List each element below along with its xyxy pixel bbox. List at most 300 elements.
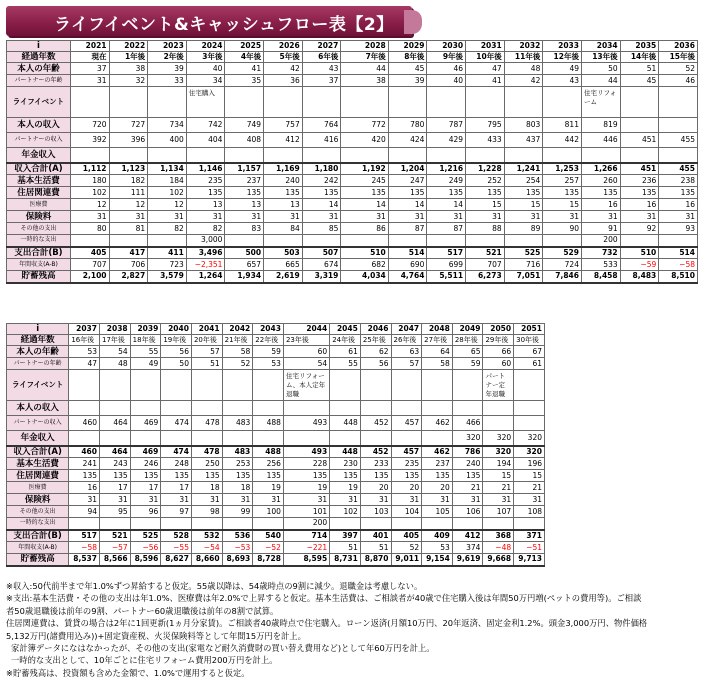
cell: 80 [70,223,109,235]
cell: 57 [391,358,422,370]
row-label: 年間収支(A-B) [7,542,69,554]
cell [391,401,422,416]
cell: 517 [69,530,100,542]
cell: −56 [130,542,161,554]
cell: 238 [659,175,698,187]
cell: 61 [330,346,361,358]
cell: 63 [391,346,422,358]
cell [427,235,466,247]
cell: 31 [422,494,453,506]
cell: 135 [360,470,391,482]
cell: 250 [191,458,222,470]
cell: 2049 [452,324,483,335]
cell: 242 [302,175,341,187]
footnote-line: 家計簿データになはなかったが、その他の支出(家電など耐久消費財の買い替え費用など)として年60万円を計上。 [11,643,435,654]
cell: 1,180 [302,163,341,175]
cell: 236 [620,175,659,187]
cell: 46 [427,63,466,75]
row-label: 年間収支(A-B) [7,259,71,271]
cell [330,401,361,416]
row-offsets [7,335,545,346]
row-partner-income [7,416,545,431]
cell: 1,266 [581,163,620,175]
cell [191,370,222,401]
cell: 31 [283,494,329,506]
cell [69,401,100,416]
cell [483,401,514,416]
cell: 6年後 [302,52,341,63]
cell: 41 [225,63,264,75]
cell [341,87,388,118]
cell: 1,216 [427,163,466,175]
row-income-total [7,446,545,458]
cell: 20 [422,482,453,494]
footnote-line: 5,132万円(諸費用込み))+固定資産税、火災保険料等として年間15万円を計上。 [6,630,306,641]
cell: 657 [225,259,264,271]
cell: 23年後 [283,335,329,346]
cell [225,235,264,247]
cell [422,431,453,446]
cell: 31 [341,211,388,223]
cell [109,235,148,247]
row-balance [7,259,698,271]
cell: 466 [452,416,483,431]
cell: 707 [466,259,505,271]
cell: 237 [225,175,264,187]
cell [452,518,483,530]
cell: 8,596 [130,554,161,566]
cell: 135 [264,187,303,199]
cell: 536 [222,530,253,542]
cell: 8,870 [360,554,391,566]
cell: 1,134 [148,163,187,175]
cell: 102 [148,187,187,199]
cell: 493 [283,446,329,458]
cell: 734 [148,118,187,133]
cell [466,87,505,118]
cell: 44 [341,63,388,75]
row-label: 医療費 [7,199,71,211]
cell: 235 [186,175,225,187]
cell: 135 [69,470,100,482]
row-label: 住居関連費 [7,470,69,482]
cell: 18 [191,482,222,494]
cell: 2045 [330,324,361,335]
cell: 452 [360,416,391,431]
cell: −48 [483,542,514,554]
cell: 437 [504,133,543,148]
cell: 42 [504,75,543,87]
cell: 9,713 [514,554,545,566]
cell: 8,458 [581,271,620,283]
cell: 46 [659,75,698,87]
cell: 2033 [543,41,582,52]
cell: 2,619 [264,271,303,283]
cell [225,87,264,118]
cell [581,148,620,163]
cell: 409 [422,530,453,542]
cell: 320 [514,431,545,446]
row-self-income [7,118,698,133]
cell: 412 [452,530,483,542]
cell: 135 [330,470,361,482]
cell: 31 [483,494,514,506]
cell: 469 [130,446,161,458]
cell: 85 [302,223,341,235]
cell [302,87,341,118]
row-label: 年金収入 [7,431,69,446]
cell: 699 [427,259,466,271]
cell: 690 [388,259,427,271]
cell: 2026 [264,41,303,52]
cell: 31 [504,211,543,223]
cell: 97 [161,506,192,518]
cell: 780 [388,118,427,133]
cell: 2年後 [148,52,187,63]
row-life-event [7,370,545,401]
cashflow-table-2021-2036 [6,40,698,284]
cell: 2023 [148,41,187,52]
row-label: パートナーの年齢 [7,75,71,87]
cell: 8,566 [100,554,131,566]
row-label: i [7,41,71,52]
cell: 32 [109,75,148,87]
row-label: 一時的な支出 [7,235,71,247]
cell: 1,112 [70,163,109,175]
cell: 135 [427,187,466,199]
cell: 320 [483,431,514,446]
cell: 714 [283,530,329,542]
cell: 8,537 [69,554,100,566]
cell: 803 [504,118,543,133]
cell [483,518,514,530]
cell: 90 [543,223,582,235]
cell: 1,169 [264,163,303,175]
cell: 101 [283,506,329,518]
cell: 5,511 [427,271,466,283]
cell: 31 [391,494,422,506]
cell: 83 [225,223,264,235]
row-label: ライフイベント [7,87,71,118]
cell: 55 [330,358,361,370]
cell [253,401,284,416]
row-expense-total [7,247,698,259]
cell: 503 [264,247,303,259]
cell: 24年後 [330,335,361,346]
cell: 16 [659,199,698,211]
cell [391,518,422,530]
cell: 31 [452,494,483,506]
row-one-time [7,235,698,247]
cell: 31 [70,211,109,223]
cell: 29年後 [483,335,514,346]
cell: 44 [581,75,620,87]
cell: 2043 [253,324,284,335]
cell: 98 [191,506,222,518]
cell: 1,241 [504,163,543,175]
cell: 106 [452,506,483,518]
cell: 51 [360,542,391,554]
cell: 91 [581,223,620,235]
cell [130,370,161,401]
cell: 3年後 [186,52,225,63]
cell: 706 [109,259,148,271]
cell: 417 [109,247,148,259]
footnote-line: ※貯蓄残高は、投資額も含めた金額で、1.0%で運用すると仮定。 [6,667,250,678]
cell [283,431,329,446]
cell: 448 [330,446,361,458]
cell: 16 [620,199,659,211]
footnote-line: ※収入:50代前半まで年1.0%ずつ昇給すると仮定。55歳以降は、54歳時点の9割に減少。退職金は考慮しない。 [6,581,423,591]
cell: 13 [186,199,225,211]
row-label: 経過年数 [7,335,69,346]
cell: 521 [100,530,131,542]
cell: 1,123 [109,163,148,175]
cell [130,518,161,530]
cell: 59 [253,346,284,358]
cell [161,518,192,530]
cell: −52 [253,542,284,554]
cell: 488 [253,446,284,458]
cell: 8,595 [283,554,329,566]
cell: 243 [100,458,131,470]
cell: 12 [148,199,187,211]
cell: 40 [427,75,466,87]
cell: 12年後 [543,52,582,63]
cell: 55 [130,346,161,358]
cell [100,431,131,446]
cell: 811 [543,118,582,133]
cell: 2022 [109,41,148,52]
cell: 61 [514,358,545,370]
cell: 528 [161,530,192,542]
row-other [7,506,545,518]
cell: 257 [543,175,582,187]
cell: 5年後 [264,52,303,63]
cell: 457 [391,416,422,431]
cell: 135 [225,187,264,199]
row-housing [7,470,545,482]
footnote-line: 者50歳退職後は前年の9割、パートナー60歳退職後は前年の8割で試算。 [6,605,279,616]
cell: 47 [69,358,100,370]
row-years [7,324,545,335]
cell: 15 [514,470,545,482]
cell: 35 [225,75,264,87]
cell: 31 [581,211,620,223]
cell: 135 [341,187,388,199]
cell: 240 [452,458,483,470]
cell: 707 [70,259,109,271]
cell: 457 [391,446,422,458]
cell: 30年後 [514,335,545,346]
cell: 89 [504,223,543,235]
cell [422,518,453,530]
cell: 1,264 [186,271,225,283]
row-label: 本人の収入 [7,118,71,133]
cell: 15 [504,199,543,211]
row-label: 年金収入 [7,148,71,163]
cell: 405 [70,247,109,259]
cell: 2032 [504,41,543,52]
cell: 510 [341,247,388,259]
cell [466,235,505,247]
cell: 135 [186,187,225,199]
cell: 786 [452,446,483,458]
cell: 135 [504,187,543,199]
cell: 464 [100,416,131,431]
row-label: 保険料 [7,494,69,506]
cell: 28年後 [452,335,483,346]
row-label: 保険料 [7,211,71,223]
cell: 34 [186,75,225,87]
cell: 483 [222,446,253,458]
footnote-line: 住居関連費は、賃貸の場合は2年に1回更新(1ヵ月分家賃)。ご相談者40歳時点で住宅購入。ローン返済(月額10万円、20年返済、固定金利1.2%。頭金3,000万円、物件価格 [6,618,648,629]
row-other [7,223,698,235]
cell: 416 [302,133,341,148]
cell: 200 [581,235,620,247]
cell: 2047 [391,324,422,335]
cell: −51 [514,542,545,554]
cell [130,431,161,446]
row-label: 一時的な支出 [7,518,69,530]
row-label: パートナーの収入 [7,133,71,148]
row-label: 経過年数 [7,52,71,63]
cell: 17 [100,482,131,494]
cell [422,401,453,416]
row-insurance [7,494,545,506]
cell: 87 [388,223,427,235]
cell: 368 [483,530,514,542]
cell: 37 [302,75,341,87]
cell: 39 [148,63,187,75]
cell: 65 [452,346,483,358]
cell: 180 [70,175,109,187]
cell: 84 [264,223,303,235]
cell: 45 [388,63,427,75]
cell: 31 [109,211,148,223]
cell: 732 [581,247,620,259]
cell: 2028 [341,41,388,52]
cell: 39 [388,75,427,87]
cell: 88 [466,223,505,235]
cell: 532 [191,530,222,542]
cell: 408 [225,133,264,148]
row-housing [7,187,698,199]
cell: 7,051 [504,271,543,283]
cell: 135 [100,470,131,482]
cell: 33 [148,75,187,87]
cell: 10年後 [466,52,505,63]
row-label: 収入合計(A) [7,163,71,175]
cell: 1,934 [225,271,264,283]
cell: 478 [191,446,222,458]
cell: 31 [161,494,192,506]
cell: 488 [253,416,284,431]
cell: 135 [620,187,659,199]
row-label: i [7,324,69,335]
cell: 135 [452,470,483,482]
cell: 16 [581,199,620,211]
cell: 135 [466,187,505,199]
cell [186,148,225,163]
cell: 135 [543,187,582,199]
cell: 19年後 [161,335,192,346]
cell: 54 [283,358,329,370]
cell: 819 [581,118,620,133]
cell: 2040 [161,324,192,335]
cell: 16 [69,482,100,494]
cell: 21 [514,482,545,494]
cell [69,370,100,401]
cell [330,518,361,530]
cell: 320 [514,446,545,458]
cell [302,148,341,163]
cell: 478 [191,416,222,431]
cell: 252 [466,175,505,187]
cell: 17年後 [100,335,131,346]
cell: 53 [422,542,453,554]
cell [427,148,466,163]
cell [514,401,545,416]
row-savings [7,554,545,566]
cell: 2027 [302,41,341,52]
row-pension [7,431,545,446]
cell: 256 [253,458,284,470]
cell: 60 [483,358,514,370]
cell: 400 [148,133,187,148]
cell [452,370,483,401]
row-basic-living [7,458,545,470]
cell [659,118,698,133]
cell: 392 [70,133,109,148]
title-banner [6,6,412,36]
cell: 404 [186,133,225,148]
cell [253,431,284,446]
cell: 31 [130,494,161,506]
cell: 43 [302,63,341,75]
cell: 772 [341,118,388,133]
cell: 15 [466,199,505,211]
cell: 13年後 [581,52,620,63]
cell: 3,579 [148,271,187,283]
cell: 22年後 [253,335,284,346]
cell: 135 [253,470,284,482]
cell: 2039 [130,324,161,335]
cell: 397 [330,530,361,542]
cell [388,235,427,247]
cell [283,401,329,416]
cell: −57 [100,542,131,554]
cell: 1年後 [109,52,148,63]
cell: 493 [283,416,329,431]
cell [330,370,361,401]
cell: 31 [466,211,505,223]
cell: 460 [69,446,100,458]
cell: 66 [483,346,514,358]
cell [422,370,453,401]
cell [253,518,284,530]
cell: 47 [466,63,505,75]
cell: 135 [391,470,422,482]
cell [148,235,187,247]
cell [100,370,131,401]
cell [388,148,427,163]
cell: 93 [659,223,698,235]
cell: 15 [483,470,514,482]
cell [222,401,253,416]
cell: 135 [659,187,698,199]
banner-curl [404,10,422,34]
